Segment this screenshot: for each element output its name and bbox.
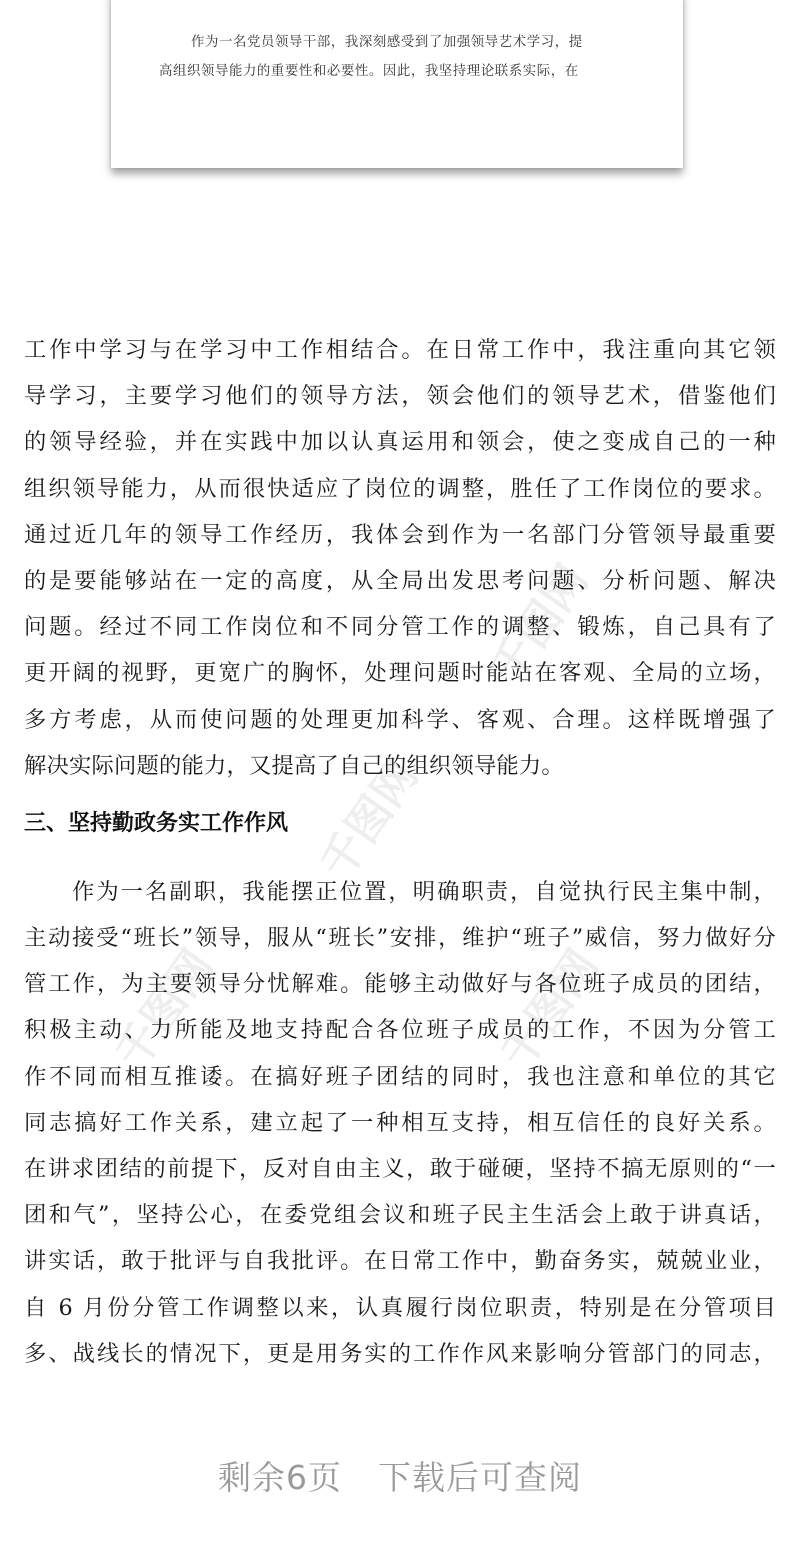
watermark: 千图网 (310, 750, 429, 889)
text-line: 组织领导能力，从而很快适应了岗位的调整，胜任了工作岗位的要求。 (24, 475, 776, 502)
text-line: 自 6 月份分管工作调整以来，认真履行岗位职责，特别是在分管项目 (24, 1294, 776, 1321)
text-line: 解决实际问题的能力，又提高了自己的组织领导能力。 (24, 752, 564, 779)
watermark: 千图网 (480, 555, 599, 694)
text-line: 团和气”，坚持公心，在委党组会议和班子民主生活会上敢于讲真话， (24, 1202, 776, 1229)
download-to-view-text: 下载后可查阅 (378, 1458, 582, 1497)
text-line: 多、战线长的情况下，更是用务实的工作作风来影响分管部门的同志， (24, 1340, 776, 1367)
text-line: 工作中学习与在学习中工作相结合。在日常工作中，我注重向其它领 (24, 337, 776, 363)
text-line: 在讲求团结的前提下，反对自由主义，敢于碰硬，坚持不搞无原则的“一 (24, 1156, 776, 1182)
watermark: 千图网 (490, 940, 609, 1079)
text-line: 多方考虑，从而使问题的处理更加科学、客观、合理。这样既增强了 (24, 706, 776, 733)
preview-line: 高组织领导能力的重要性和必要性。因此，我坚持理论联系实际，在 (159, 64, 579, 79)
preview-heading (159, 0, 339, 4)
text-line: 作为一名副职，我能摆正位置，明确职责，自觉执行民主集中制， (72, 878, 776, 905)
section-heading: 三、坚持勤政务实工作作风 (24, 810, 289, 836)
text-line: 的是要能够站在一定的高度，从全局出发思考问题、分析问题、解决 (24, 567, 776, 594)
text-line: 作不同而相互推诿。在搞好班子团结的同时，我也注意和单位的其它 (24, 1063, 776, 1090)
text-line: 问题。经过不同工作岗位和不同分管工作的调整、锻炼，自己具有了 (24, 614, 776, 641)
text-line: 的领导经验，并在实践中加以认真运用和领会，使之变成自己的一种 (24, 429, 776, 456)
remaining-pages-text: 剩余6页 (218, 1458, 342, 1497)
paragraph-1 (24, 327, 776, 789)
remaining-pages-notice[interactable] (0, 1452, 800, 1499)
preview-line: 作为一名党员领导干部，我深刻感受到了加强领导艺术学习，提 (191, 35, 583, 50)
document-body (24, 327, 776, 1377)
paragraph-2 (24, 869, 776, 1377)
document-preview-card (111, 0, 683, 168)
watermark: 千图网 (105, 940, 224, 1079)
text-line: 讲实话，敢于批评与自我批评。在日常工作中，勤奋务实，兢兢业业， (24, 1248, 776, 1275)
text-line: 导学习，主要学习他们的领导方法，领会他们的领导艺术，借鉴他们 (24, 383, 776, 410)
text-line: 同志搞好工作关系，建立起了一种相互支持，相互信任的良好关系。 (24, 1109, 776, 1136)
preview-paragraph (159, 28, 649, 86)
text-line: 更开阔的视野，更宽广的胸怀，处理问题时能站在客观、全局的立场， (24, 660, 776, 687)
text-line: 通过近几年的领导工作经历，我体会到作为一名部门分管领导最重要 (24, 521, 776, 548)
text-line: 主动接受“班长”领导，服从“班长”安排，维护“班子”威信，努力做好分 (24, 925, 776, 952)
text-line: 积极主动、力所能及地支持配合各位班子成员的工作，不因为分管工 (24, 1017, 776, 1044)
text-line: 管工作，为主要领导分忧解难。能够主动做好与各位班子成员的团结， (24, 971, 776, 998)
